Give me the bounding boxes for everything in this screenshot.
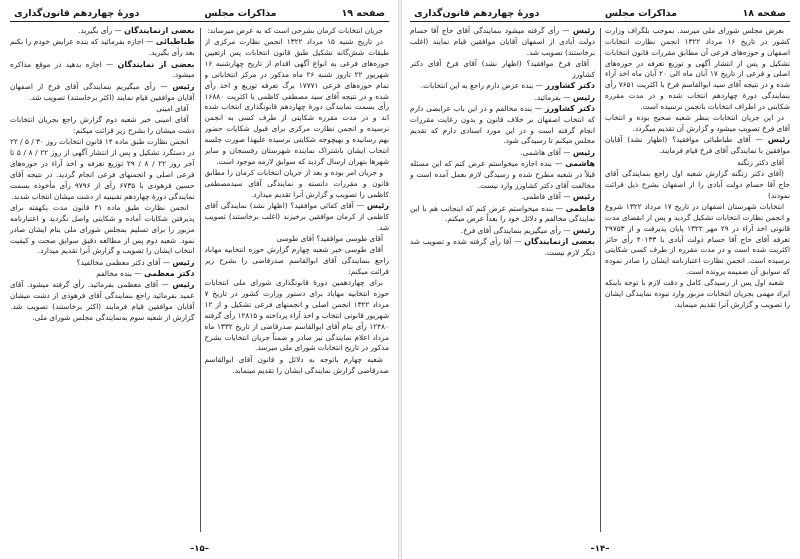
speaker-name: رئیس bbox=[172, 257, 195, 267]
column-divider bbox=[600, 28, 601, 532]
speaker-name: فاطمی bbox=[565, 203, 595, 213]
paragraph-text: بفرمائید. bbox=[534, 92, 561, 102]
paragraph-text: آقای معظمی بفرمائید. رأی گرفته میشود. آقای عمید بفرمائید راجع بنمایندگی آقای فرهودی از دشت میشان آقایان موافقین قیام فرمایند (اکثر برخاستند) تصویب شد. گزارش از شعبه سوم به‌نمایندگی مجلس شورای ملی. bbox=[10, 280, 195, 322]
paragraph-text: رأی گرفته میشود بنمایندگی آقای حاج آقا حسام دولت آبادی از اصفهان آقایان موافقین قیام نمایند (اغلب برخاستند) تصویب شد. bbox=[410, 26, 595, 57]
transcript-paragraph: رئیس — آقای معظمی بفرمائید. رأی گرفته میشود. آقای عمید بفرمائید راجع بنمایندگی آقای فرهودی از دشت میشان آقایان موافقین قیام فرمایند (اکثر برخاستند) تصویب شد. گزارش از شعبه سوم به‌نمایندگی مجلس شورای ملی. bbox=[10, 280, 195, 322]
paragraph-text: بعرض مجلس شورای ملی میرسد. بموجب بلگراف وزارت کشور در تاریخ ۱۶ مرداد ۱۳۲۲ انجمن نظارت انتخابات اصفهان و حوزه‌های فرعی آن مطابق مقررات قانون انتخابات تشکیل و پس از انتشار آگهی و توزیع تعرفه در حوزه‌های اصلی و فرعی از تاریخ ۱۷ آبان ماه الی ۲۰ آبان ماه اخذ آراء شده و در نتیجه آقای سید ابوالقاسم فرخ با اکثریت ۷۶۵۱ رأی بنمایندگی دورهٔ چهاردهم انتخاب شده و در مدت مقرره شکایتی در اطراف انتخابات بانجمن نرسیده است. bbox=[605, 26, 790, 111]
paragraph-text: آقای هاشمی. bbox=[520, 147, 561, 157]
left-page-label: صفحه ۱۹ bbox=[341, 8, 385, 19]
transcript-paragraph bbox=[205, 278, 390, 354]
speaker-name: بعضی ازنمایندگان bbox=[524, 237, 595, 247]
transcript-paragraph bbox=[205, 37, 390, 167]
paragraph-text: آقای دکتر زنگنه bbox=[737, 157, 784, 167]
transcript-paragraph: بعضی از نمایندگان — اجازه بدهید در موقع مذاکره میشود. bbox=[10, 59, 195, 80]
transcript-paragraph bbox=[605, 26, 790, 113]
transcript-paragraph: دکتر کشاورز — بنده مخالفم و در این باب عرایضی دارم که انتخاب اصفهان بر خلاف قانون و بدون رعایت مقررات انجام گرفته است و در این مورد اسنادی دارم که تقدیم مجلس میکنم تا رسیدگی شود. bbox=[410, 103, 595, 146]
paragraph-text: و جریان امر بوده و بعد از جریان انتخابات کرمان را مطابق قانون و مقررات دانسته و نمایندگی آقای سیدمصطفی کاظمی را تصویب و گزارش آنرا تقدیم میدارد. bbox=[204, 167, 389, 199]
right-page-number: –۱۴– bbox=[590, 544, 610, 554]
right-page-right-column bbox=[605, 26, 790, 531]
paragraph-text: انجمن نظارت طبق ماده ۱۴ قانون انتخابات روز ۳۰ / ۵ / ۲۲ در دستگرد تشکیل و پس از انتشار آگهی از روز ۲۲ / ۸ / ۵ تا آخر روز ۲۲ / ۸ / ۲۹ توزیع تعرفه و اخذ آراء در حوزه‌های فرعی اصلی و انجمنهای فرعی انجام گردید. در نتیجه آقای حسین فرهودی با ۶۷۳۵ رأی از ۹۷۹۶ رأی مأخوذه بسمت نمایندگی دورهٔ چهاردهم تقنینیه از دشت میشان انتخاب شدند. bbox=[10, 137, 195, 201]
transcript-paragraph: رئیس — آقای کفائی موافقید؟ (اظهار نشد) نمایندگی آقای کاظمی از کرمان موافقین برخیزند (اغلب برخاستند) تصویب شد. bbox=[204, 201, 389, 232]
speaker-name: رئیس bbox=[572, 192, 595, 202]
speaker-name: بعضی ازنمایندگان bbox=[124, 26, 195, 35]
paragraph-text: آقای دکتر معظمی مخالفید؟ bbox=[76, 257, 161, 267]
paragraph-text: آقای امینی bbox=[156, 103, 189, 113]
transcript-paragraph bbox=[205, 245, 390, 278]
paragraph-text: رأی بگیرید. bbox=[78, 26, 113, 35]
paragraph-text: جریان انتخابات کرمان بشرحی است که به عرض میرساند: bbox=[207, 26, 383, 35]
speaker-name: رئیس bbox=[172, 280, 195, 290]
transcript-paragraph bbox=[205, 355, 390, 377]
paragraph-text: اجازه بدهید در موقع مذاکره میشود. bbox=[10, 59, 195, 80]
right-page-label: صفحه ۱۸ bbox=[742, 8, 786, 19]
transcript-paragraph bbox=[410, 59, 595, 81]
paragraph-text: شعبه اول پس از رسیدگی کامل و دقت لازم با توجه باینکه ایراد مهمی بجریان انتخابات مزبور وارد نبوده نمایندگی ایشان را تصویب و گزارش آنرا تقدیم مینماید. bbox=[605, 278, 790, 310]
paragraph-text: (آقای دکتر زنگنه گزارش شعبه اول راجع بنمایندگی آقای حاج آقا حسام دولت آبادی را از اصفهان بشرح ذیل قرائت نمودند) bbox=[605, 168, 790, 200]
speaker-name: رئیس bbox=[172, 81, 195, 91]
paragraph-text: بنده عرض دارم راجع به این انتخابات. bbox=[420, 81, 534, 91]
transcript-paragraph bbox=[605, 169, 790, 202]
left-page-right-column bbox=[205, 26, 390, 531]
speaker-name: رئیس bbox=[767, 135, 790, 145]
paragraph-text: بنده مخالفم bbox=[96, 269, 133, 279]
left-page-subtitle: مذاکرات مجلس bbox=[204, 8, 277, 19]
transcript-paragraph bbox=[205, 26, 390, 37]
paragraph-text: بنده اجازه میخواستم عرض کنم که این مسئله قبلاً در شعبه مطرح شده و رسیدگی لازم بعمل آمده است و مخالفت آقای دکتر کشاورز وارد نیست. bbox=[410, 159, 595, 190]
paragraph-text: در تاریخ شنبه ۱۵ مرداد ۱۳۲۲ انجمن نظارت مرکزی از طبقات شش‌گانه تشکیل طبق قانون انتخابات پس ازتعیین حوزه‌های فرعی به انواع آگهی اقدام از تاریخ چهارشنبه ۱۶ شهریور ۲۲ تاروز شنبه ۲۶ ماه مذکور در مرکز انتخاباتی و تمام حوزه‌های فرعی ۱۷۷۷۱ برگ تعرفه توزیع و اخذ رأی شده و در نتیجه آقای سید مصطفی کاظمی با اکثریت ۱۶۸۸۰ رأی بسمت نمایندگی دورهٔ چهاردهم قانونگذاری انتخاب شده اند و در مدت مقرره شکایتی از طرف کسی به انجمن نرسیده و انجمن نظارت مرکزی برای قبول شکایات حضور بهم رسانیده و بهیچوجه شکایتی نرسیده علیهذا صورت جلسه انتخاب ایشان باشتراک نماینده شهرستان رفسنجان و سایر شهرها بتهران ارسال گردید که سوابق لازمه موجود است. bbox=[204, 37, 389, 166]
transcript-paragraph: رئیس — آقای دکتر معظمی مخالفید؟ bbox=[76, 257, 195, 267]
speaker-name: دکتر کشاورز bbox=[544, 103, 595, 113]
left-page-left-column bbox=[10, 26, 195, 531]
paragraph-text: آقای طوسی خبر شعبه چهارم گزارش حوزه انتخابیه مهاباد راجع بنمایندگی آقای ابوالقاسم صدرقاضی را بشرح زیر قرائت میکنم: bbox=[204, 245, 389, 277]
left-page-title: دورهٔ چهاردهم قانون‌گذاری bbox=[14, 8, 140, 19]
right-page-left-column bbox=[410, 26, 595, 531]
paragraph-text: رأی میگیریم بنمایندگی آقای فرخ. bbox=[460, 225, 561, 235]
transcript-paragraph: فاطمی — بنده میخواستم عرض کنم که اینجانب هم با این نمایندگی مخالفم و دلائل خود را بعداً عرض میکنم. bbox=[410, 203, 595, 224]
transcript-paragraph: رئیس — آقای فاطمی. bbox=[520, 192, 595, 202]
left-page-header bbox=[10, 8, 389, 22]
paragraph-text: آقای طباطبائی موافقید؟ (اظهار نشد) آقایان موافقین با نمایندگی آقای فرخ قیام فرمایند. bbox=[605, 135, 790, 156]
speaker-name: رئیس bbox=[366, 201, 389, 210]
transcript-paragraph: رئیس — رأی میگیریم بنمایندگی آقای فرخ. bbox=[460, 225, 595, 235]
paragraph-text: در این جریان انتخابات بنظر شعبه صحیح بوده و انتخاب آقای فرخ تصویب میشود و گزارش آن تقدیم میگردد. bbox=[605, 113, 790, 134]
transcript-paragraph bbox=[605, 202, 790, 278]
left-page-number: –۱۵– bbox=[190, 544, 209, 554]
transcript-paragraph: دکتر معظمی — بنده مخالفم bbox=[96, 269, 195, 279]
paragraph-text: اجازه بفرمائید که بنده عرایض خودم را بکنم بعد رأی بگیرید. bbox=[10, 37, 195, 58]
transcript-paragraph: دکتر کشاورز — بنده عرض دارم راجع به این انتخابات. bbox=[420, 81, 595, 91]
paragraph-text: رأی میگیریم بنمایندگی آقای فرخ از اصفهان آقایان موافقین قیام نمایند (اکثر برخاستند) تصویب شد. bbox=[10, 81, 195, 102]
speaker-name: بعضی از نمایندگان bbox=[117, 59, 195, 69]
speaker-name: رئیس bbox=[572, 92, 595, 102]
transcript-paragraph: رئیس — رأی میگیریم بنمایندگی آقای فرخ از اصفهان آقایان موافقین قیام نمایند (اکثر برخاستند) تصویب شد. bbox=[10, 81, 195, 102]
paragraph-text: بنده میخواستم عرض کنم که اینجانب هم با این نمایندگی مخالفم و دلائل خود را بعداً عرض میکنم. bbox=[410, 203, 595, 224]
paragraph-text: برای چهاردهمین دورهٔ قانونگذاری شورای ملی انتخابات حوزه انتخابیه مهاباد برای دستور وزارت کشور در تاریخ ۷ مرداد ۱۳۲۲ انجمن اصلی و انجمنهای فرعی تشکیل و از ۱۲ شهریور قانونی انتخاب و اخذ آراء پرداخته و ۱۲۸۱۵ رأی گرفته ۱۲۴۸۰ رأی بنام آقای ابوالقاسم صدرقاضی از تاریخ ۱۳۳۲ ماه مرداد اعلام نمایندگی نیز صادر و ضمناً جریان انتخابات بشرح مذکور در تاریخ انتخابات شورای ملی میرسد. bbox=[204, 278, 389, 353]
transcript-paragraph bbox=[10, 137, 195, 202]
paragraph-text: آقای کفائی موافقید؟ (اظهار نشد) نمایندگی آقای کاظمی از کرمان موافقین برخیزند (اغلب برخاستند) تصویب شد. bbox=[204, 201, 389, 232]
transcript-paragraph: هاشمی — بنده اجازه میخواستم عرض کنم که این مسئله قبلاً در شعبه مطرح شده و رسیدگی لازم بعمل آمده است و مخالفت آقای دکتر کشاورز وارد نیست. bbox=[410, 159, 595, 190]
right-page-header bbox=[410, 8, 790, 22]
paragraph-text: آقای امینی خبر شعبه دوم گزارش راجع بجریان انتخابات دشت میشان را بشرح زیر قرائت میکنم: bbox=[10, 115, 195, 136]
transcript-paragraph: بعضی ازنمایندگان — آقا رأی گرفته شده و تصویب شد دیگر لازم نیست. bbox=[410, 237, 595, 257]
transcript-paragraph bbox=[605, 158, 790, 169]
left-page-columns bbox=[10, 22, 389, 546]
transcript-paragraph: طباطبائی — اجازه بفرمائید که بنده عرایض خودم را بکنم بعد رأی بگیرید. bbox=[10, 37, 195, 58]
paragraph-text: انجمن نظارت طبق ماده ۴۱ قانون مدت یکهفته برای پذیرفتن شکایات آماده و شکایتی واصل نگردید و اعتبارنامه مزبور را برای تسلیم بمجلس شورای ملی بنام ایشان صادر نمود. شعبه دوم پس از مطالعه دقیق سوابق صحت و کیفیت انتخاب ایشان را تصویب و گزارش آنرا تقدیم میدارد. bbox=[10, 203, 195, 256]
paragraph-text: بنده مخالفم و در این باب عرایضی دارم که انتخاب اصفهان بر خلاف قانون و بدون رعایت مقررات انجام گرفته است و در این مورد اسنادی دارم که تقدیم مجلس میکنم تا رسیدگی شود. bbox=[410, 103, 595, 146]
paragraph-text: شعبه چهارم باتوجه به دلائل و قانون آقای ابوالقاسم صدرقاضی گزارش نمایندگی ایشان را تقدیم مینماید. bbox=[204, 354, 389, 375]
speaker-name: رئیس bbox=[572, 147, 595, 157]
speaker-name: دکتر معظمی bbox=[143, 269, 195, 279]
speaker-name: دکتر کشاورز bbox=[545, 81, 595, 91]
transcript-paragraph: رئیس — آقای هاشمی. bbox=[520, 147, 595, 157]
paragraph-text: آقای طوسی موافقید؟ آقای طوسی bbox=[276, 234, 383, 244]
speaker-name: هاشمی bbox=[565, 159, 595, 169]
transcript-paragraph: رئیس — رأی گرفته میشود بنمایندگی آقای حاج آقا حسام دولت آبادی از اصفهان آقایان موافقین قیام نمایند (اغلب برخاستند) تصویب شد. bbox=[410, 26, 595, 57]
paragraph-text: انتخابات شهرستان اصفهان در تاریخ ۱۷ مرداد ۱۳۲۲ شروع و انجمن نظارت انتخابات تشکیل گردید و پس از انقضای مدت قانونی اخذ آراء در ۲۹ مهر ۱۳۲۲ پایان پذیرفت و از ۲۹۷۵۳ تعرفه آقای حاج آقا حسام دولت آبادی با ۴۰۱۳۳ رأی حائز اکثریت شده است و در مدت مقرره از طرف کسی شکایتی نرسیده است. انجمن نظارت اعتبارنامه ایشان را صادر نموده که سوابق آن ضمیمه پرونده است. bbox=[605, 202, 790, 277]
speaker-name: رئیس bbox=[572, 26, 595, 35]
transcript-paragraph bbox=[10, 115, 195, 137]
right-page-subtitle: مذاکرات مجلس bbox=[604, 8, 678, 19]
transcript-paragraph: بعضی ازنمایندگان — رأی بگیرید. bbox=[78, 26, 195, 35]
right-page bbox=[400, 0, 800, 559]
paragraph-text: آقای فاطمی. bbox=[520, 192, 561, 202]
right-page-columns bbox=[410, 22, 790, 546]
transcript-paragraph bbox=[605, 278, 790, 311]
transcript-paragraph: رئیس — آقای طباطبائی موافقید؟ (اظهار نشد) آقایان موافقین با نمایندگی آقای فرخ قیام فرمایند. bbox=[605, 135, 790, 156]
column-divider bbox=[200, 28, 201, 532]
transcript-paragraph bbox=[605, 113, 790, 135]
transcript-paragraph bbox=[205, 168, 390, 201]
right-page-title: دورهٔ چهاردهم قانون‌گذاری bbox=[414, 8, 540, 19]
speaker-name: رئیس bbox=[572, 225, 595, 235]
paragraph-text: آقا رأی گرفته شده و تصویب شد دیگر لازم نیست. bbox=[410, 237, 595, 257]
transcript-paragraph bbox=[205, 234, 390, 245]
transcript-paragraph bbox=[10, 203, 195, 257]
transcript-paragraph: رئیس — بفرمائید. bbox=[534, 92, 595, 102]
speaker-name: طباطبائی bbox=[155, 37, 195, 47]
paragraph-text: آقای فرخ موافقید؟ (اظهار نشد) آقای فرخ آقای دکتر کشاورز bbox=[410, 59, 595, 79]
transcript-paragraph bbox=[10, 104, 195, 115]
